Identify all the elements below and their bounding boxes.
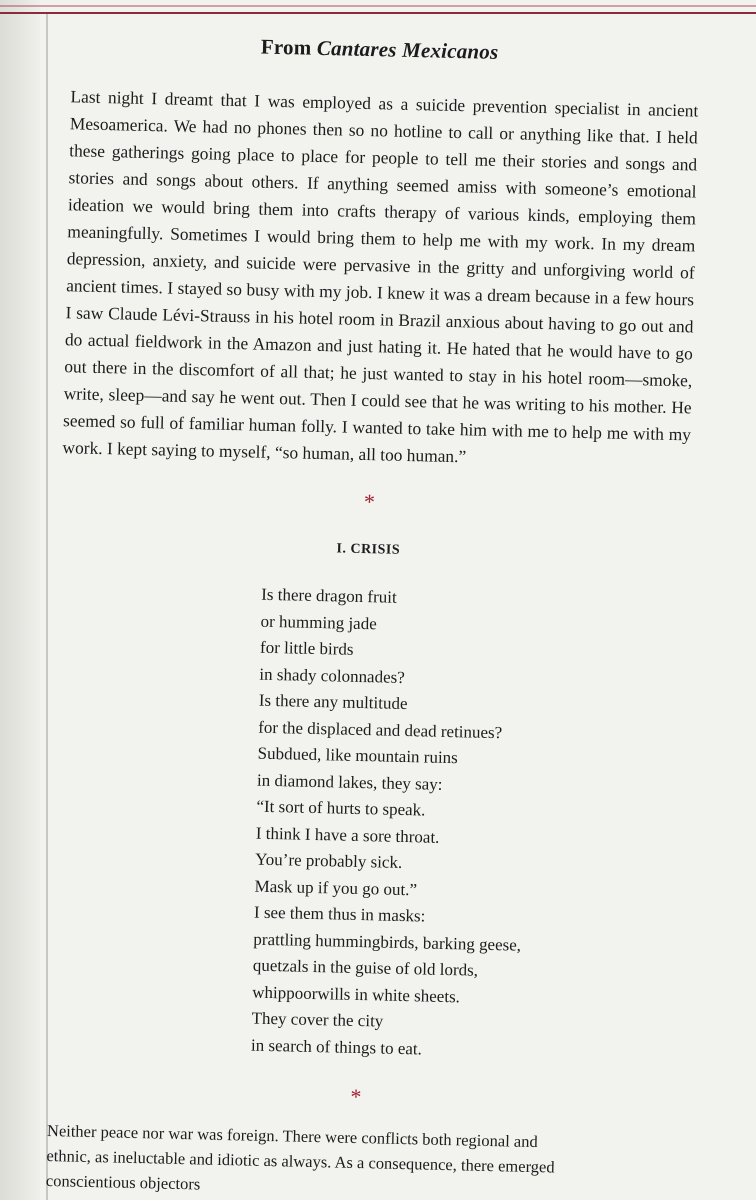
closing-line: ethnic, as ineluctable and idiotic as always. As a consequence, there emerged (46, 1145, 555, 1177)
page-content (34, 30, 700, 1200)
title-italic: Cantares Mexicanos (316, 35, 499, 64)
poem-line: Subdued, like mountain ruins (257, 743, 459, 768)
poem-line: in diamond lakes, they say: (256, 770, 443, 794)
top-border-rule (0, 0, 756, 14)
poem-line: Mask up if you go out.” (254, 876, 418, 899)
page-gutter (0, 0, 40, 1200)
opening-prose: Last night I dreamt that I was employed as a suicide prevention specialist in ancient Mesoamerica. We had no phones then so no hotline to call or anything like that. I held these gatherings going place to place for people to tell me their stories and songs and stories and songs about others. If anything seemed amiss with someone’s emotional ideation we would bring them into crafts therapy of various kinds, employing them meaningfully. Sometimes I would bring them to help me with my work. In my dream depression, anxiety, and suicide were pervasive in the gritty and unforgiving world of ancient times. I stayed so busy with my job. I knew it was a dream because in a few hours I saw Claude Lévi-Strauss in his hotel room in Brazil anxious about having to go out and do actual fieldwork in the Amazon and just hating it. He hated that he would have to go out there in the discomfort of all that; he just wanted to stay in his hotel room—smoke, write, sleep—and say he went out. Then I could see that he was writing to his mother. He seemed so full of familiar human folly. I wanted to take him with me to help me with my work. I kept saying to myself, “so human, all too human.” (62, 86, 699, 467)
poem-line: or humming jade (260, 611, 377, 633)
poem-line: “It sort of hurts to speak. (256, 796, 426, 820)
poem-line: in shady colonnades? (259, 664, 406, 687)
poem-line: in search of things to eat. (250, 1035, 423, 1058)
section-title: I. CRISIS (336, 541, 401, 558)
page-title (59, 30, 699, 70)
poem-line: I think I have a sore throat. (255, 823, 440, 847)
section-separator-1: * (363, 489, 376, 515)
poem (37, 577, 688, 1068)
poem-line: Is there dragon fruit (261, 584, 397, 607)
poem-line: Is there any multitude (258, 690, 408, 714)
poem-line: They cover the city (251, 1008, 384, 1031)
poem-line: quetzals in the guise of old lords, (252, 955, 479, 980)
closing-line: conscientious objectors (45, 1170, 201, 1194)
poem-line: whippoorwills in white sheets. (252, 982, 461, 1006)
closing-prose (34, 1118, 676, 1200)
poem-line: You’re probably sick. (255, 849, 403, 872)
poem-line: for little birds (259, 637, 354, 659)
poem-line: for the displaced and dead retinues? (258, 717, 503, 742)
poem-line: prattling hummingbirds, barking geese, (253, 929, 522, 955)
section-separator-2: * (350, 1083, 362, 1110)
top-border-inner-line (0, 5, 756, 7)
title-prefix: From (260, 34, 318, 60)
poem-line: I see them thus in masks: (253, 902, 426, 926)
closing-line: Neither peace nor war was foreign. There were conflicts both regional and (46, 1120, 538, 1152)
